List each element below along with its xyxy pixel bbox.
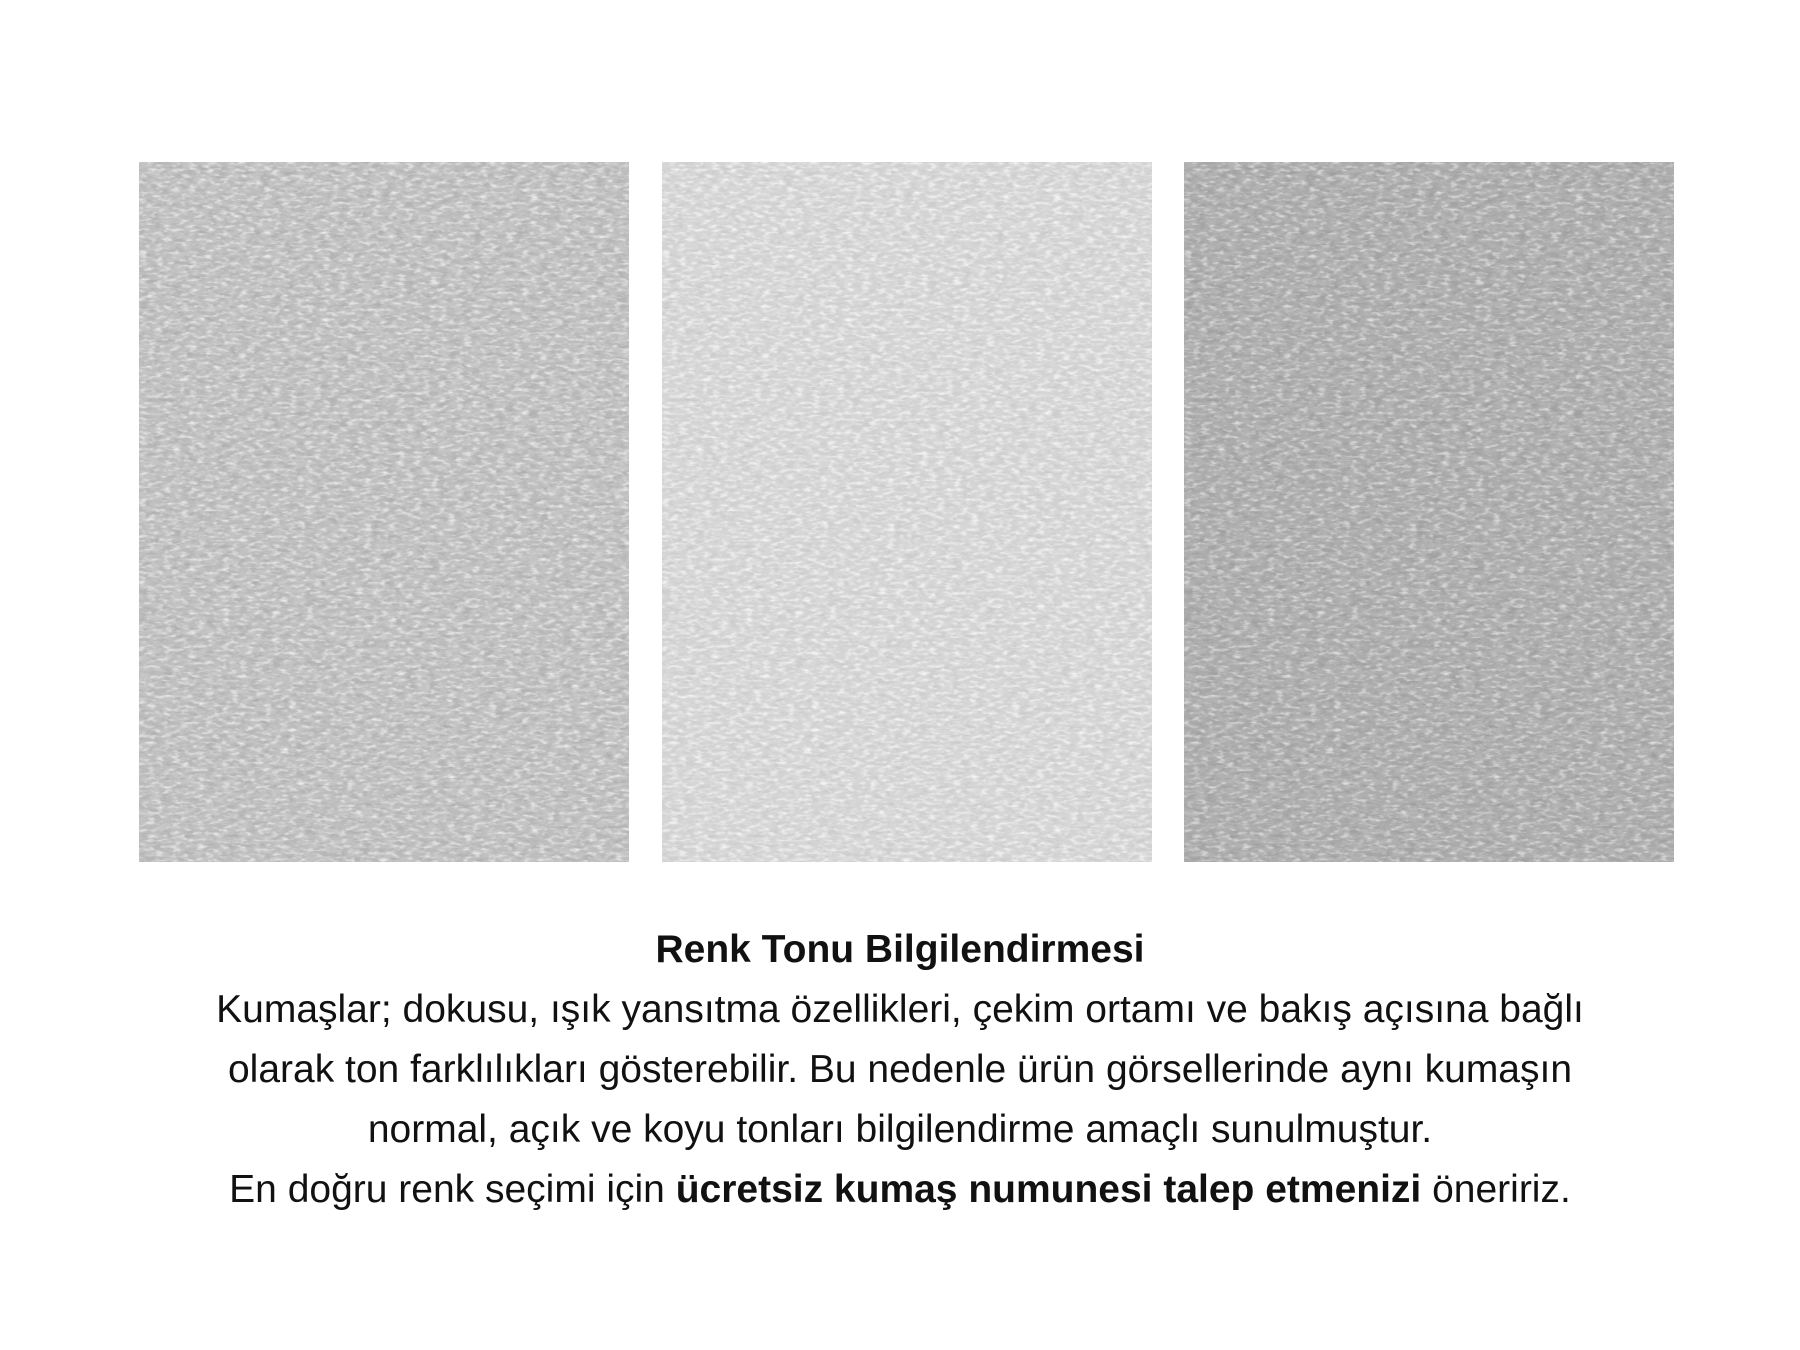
info-title: Renk Tonu Bilgilendirmesi	[655, 928, 1145, 971]
info-line-4-suffix: öneririz.	[1421, 1168, 1571, 1211]
info-line-4-prefix: En doğru renk seçimi için	[229, 1168, 676, 1211]
info-line-4-emphasis: ücretsiz kumaş numunesi talep etmenizi	[675, 1168, 1422, 1211]
fabric-swatch-normal	[139, 162, 629, 862]
info-line-3: normal, açık ve koyu tonları bilgilendirme amaçlı sunulmuştur.	[367, 1108, 1433, 1151]
info-line-2: olarak ton farklılıkları gösterebilir. Bu nedenle ürün görsellerinde aynı kumaşın	[227, 1048, 1573, 1091]
fabric-swatch-light	[662, 162, 1152, 862]
fabric-texture-dark	[1184, 162, 1674, 862]
color-tone-info	[100, 920, 1700, 1220]
fabric-texture-normal	[139, 162, 629, 862]
info-line-4	[100, 1160, 1700, 1220]
fabric-swatch-dark	[1184, 162, 1674, 862]
fabric-texture-light	[662, 162, 1152, 862]
fabric-swatch-row	[0, 162, 1800, 862]
info-line-1: Kumaşlar; dokusu, ışık yansıtma özellikleri, çekim ortamı ve bakış açısına bağlı	[216, 988, 1584, 1031]
